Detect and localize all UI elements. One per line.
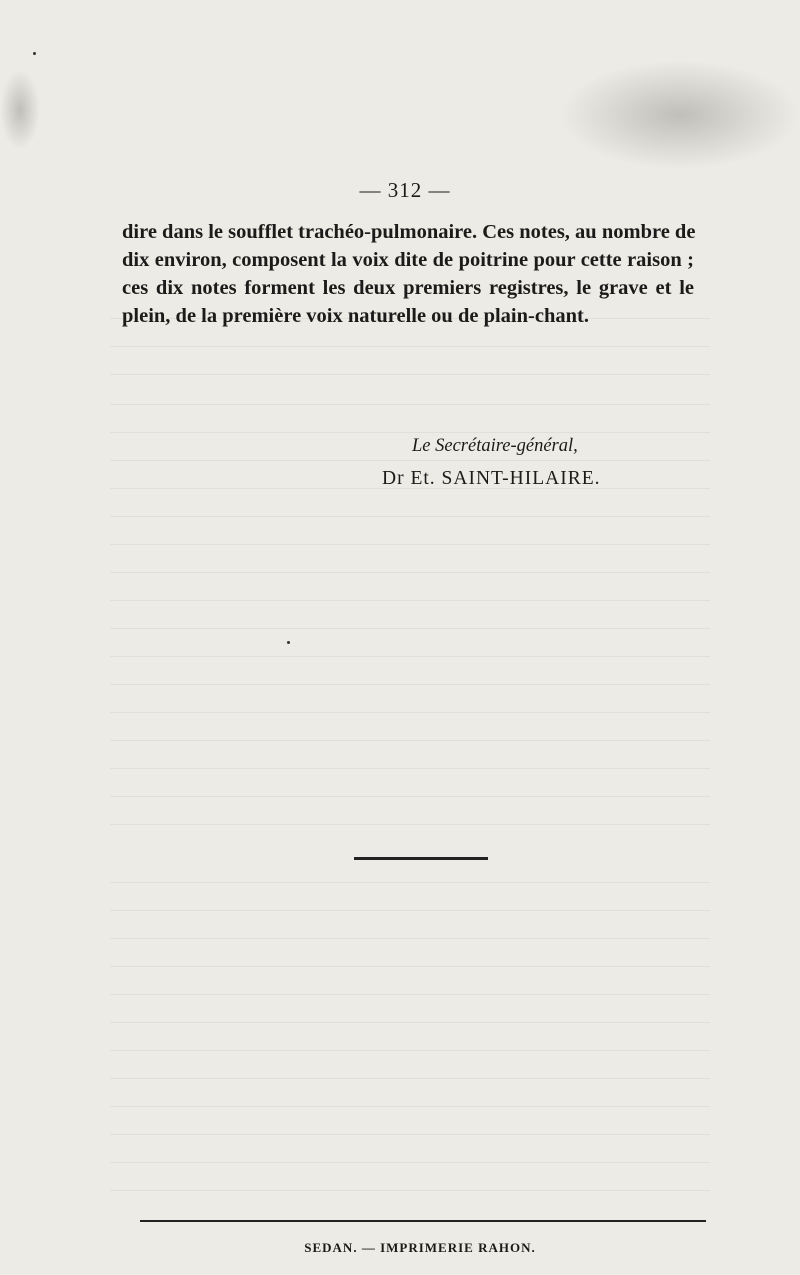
paper-stain-top-left [0,70,40,150]
page-number: — 312 — [359,178,451,202]
ink-speck [287,641,290,644]
signature-role: Le Secrétaire-général, [412,436,578,456]
ink-speck [33,52,36,55]
body-line: dix environ, composent la voix dite de poitrine pour cette raison ; [122,249,694,271]
paper-stain-top-right [560,60,800,170]
footer-rule [140,1220,706,1222]
body-line: dire dans le soufflet trachéo-pulmonaire. Ces notes, au nombre de [122,221,696,243]
body-line: plein, de la première voix naturelle ou de plain-chant. [122,305,589,327]
body-line: ces dix notes forment les deux premiers registres, le grave et le [122,277,694,299]
section-divider [354,857,488,860]
signature-name: Dr Et. SAINT-HILAIRE. [382,468,601,489]
body-paragraph [122,218,694,330]
printer-imprint: SEDAN. — IMPRIMERIE RAHON. [304,1240,536,1255]
